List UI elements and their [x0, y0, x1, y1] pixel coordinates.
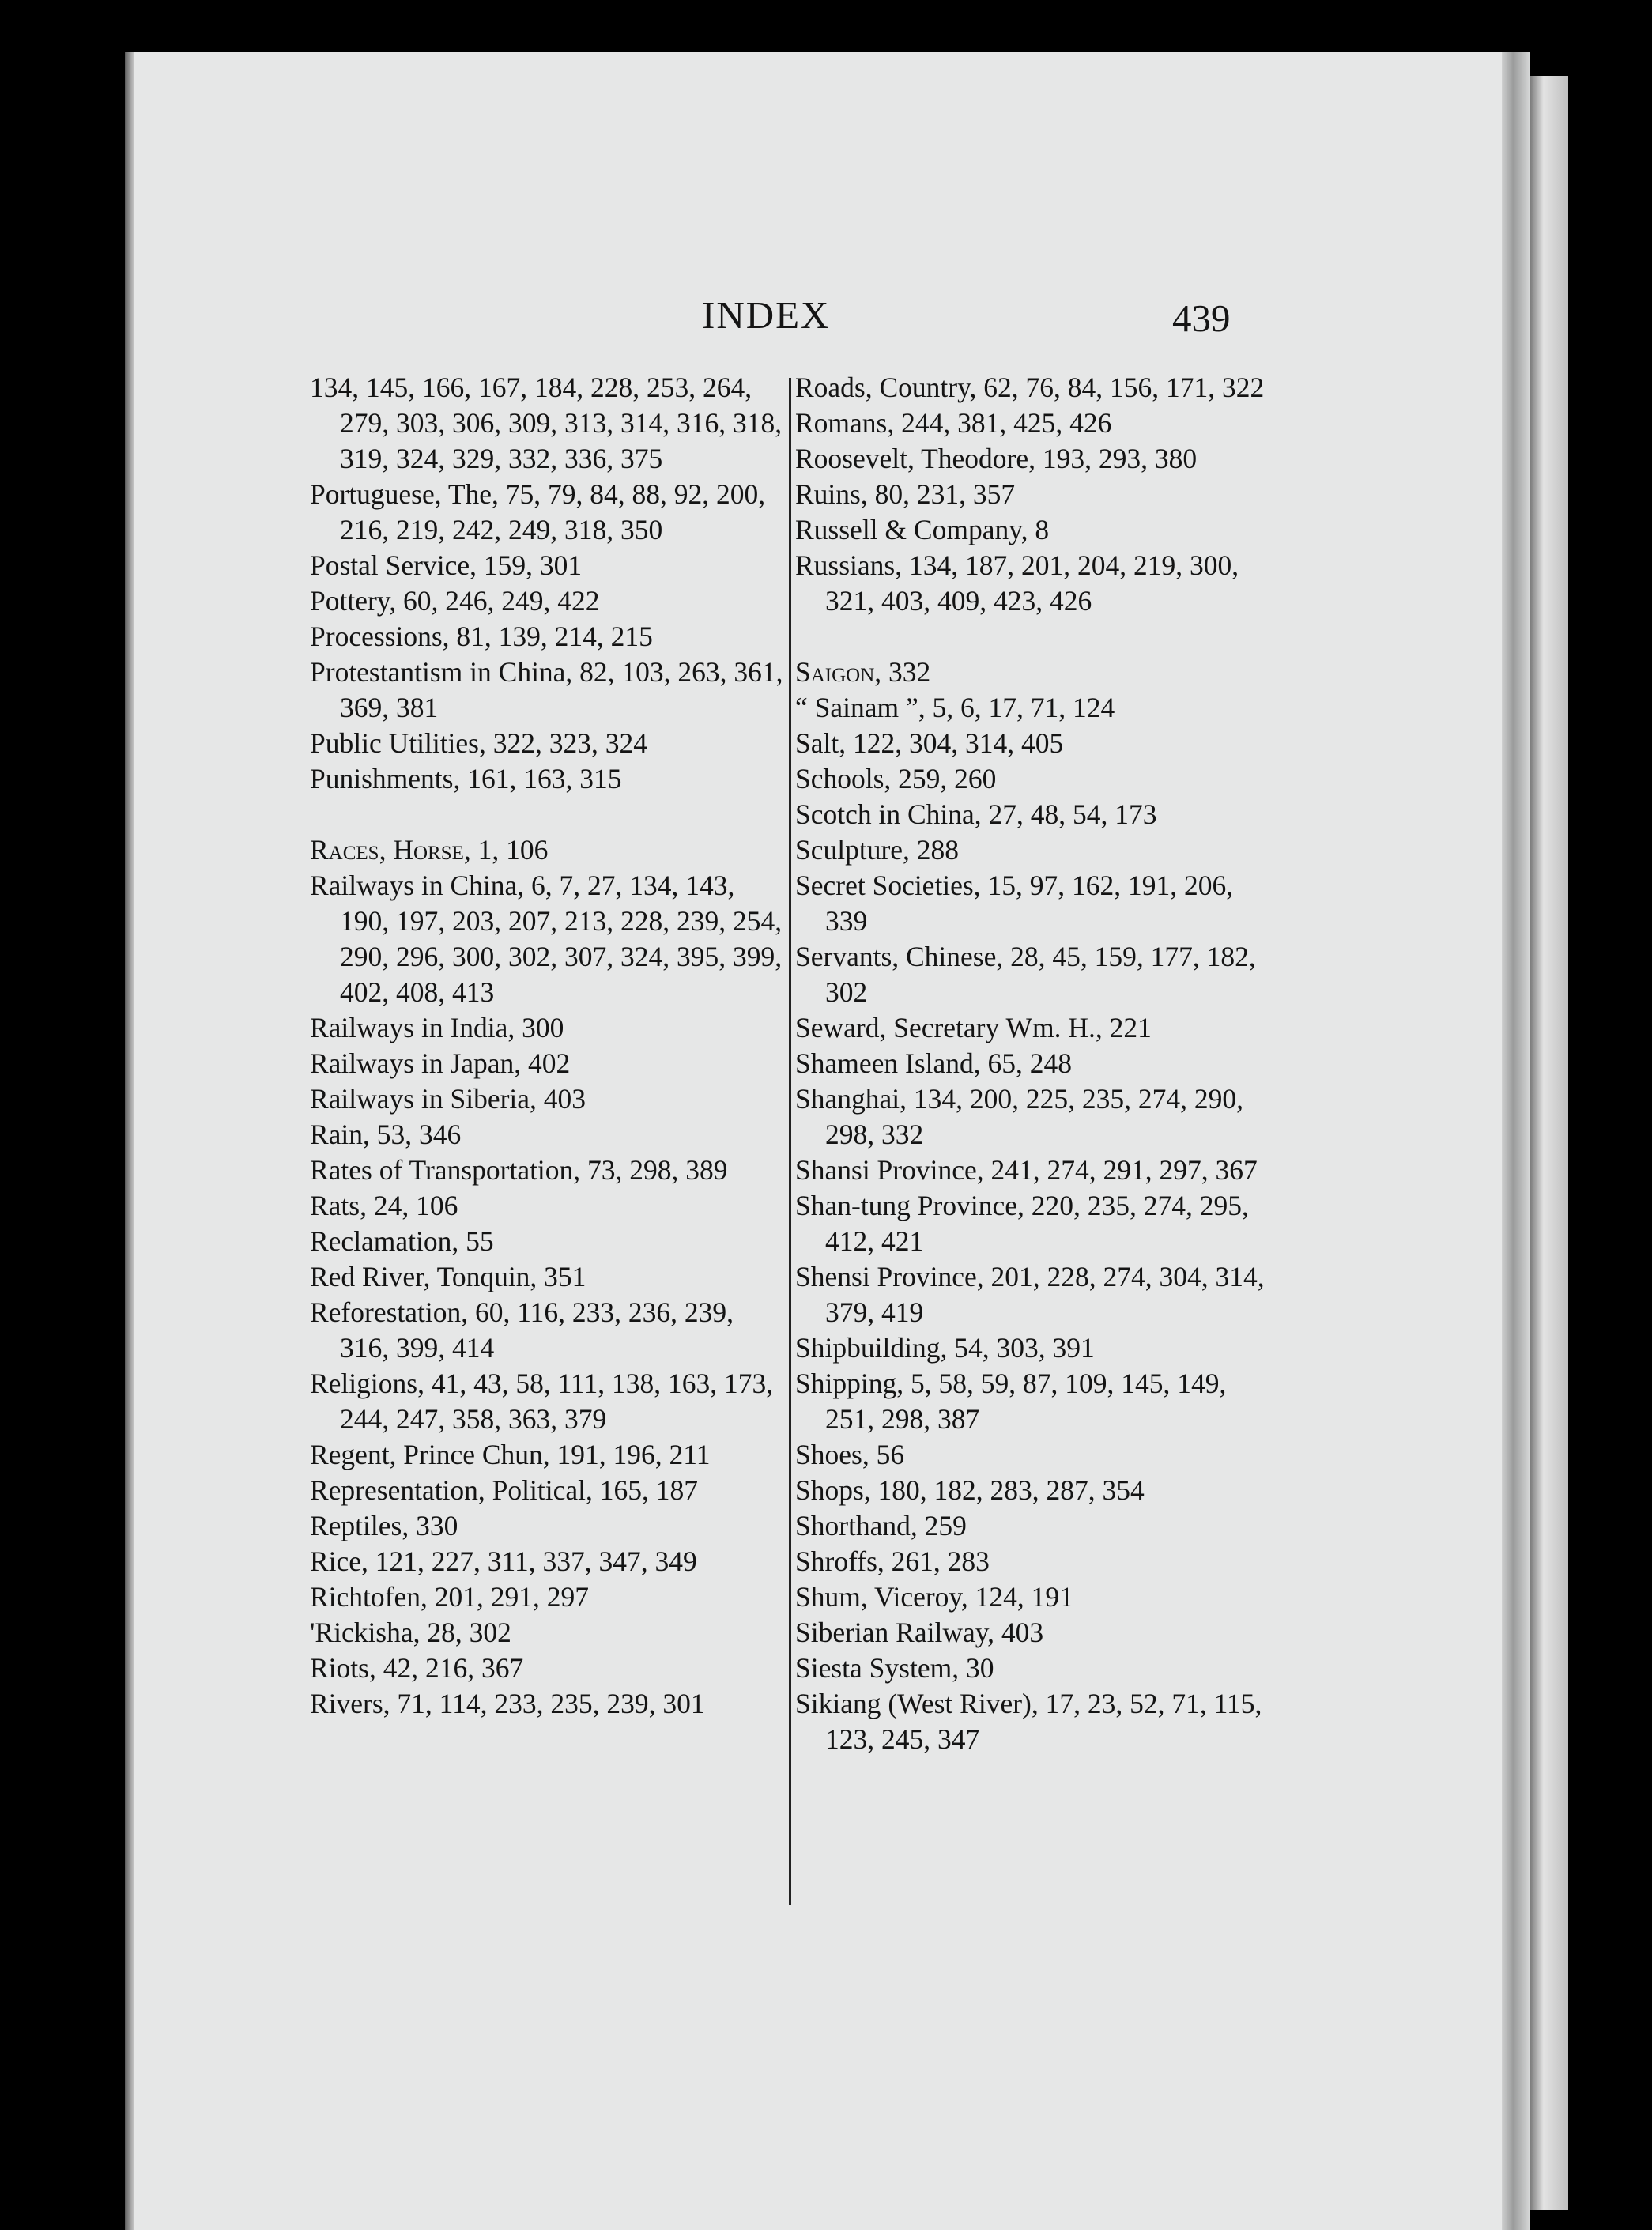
index-entry-text: Rats, 24, 106 — [310, 1190, 458, 1221]
index-entry — [310, 1366, 784, 1437]
index-entry — [310, 477, 784, 548]
index-entry-text: 'Rickisha, 28, 302 — [310, 1617, 511, 1648]
index-entry — [795, 370, 1269, 406]
index-entry-text: Representation, Political, 165, 187 — [310, 1474, 699, 1506]
index-entry-continuation — [310, 370, 784, 477]
index-entry — [310, 726, 784, 761]
index-entry-text: Railways in India, 300 — [310, 1012, 564, 1043]
index-entry-text: Punishments, 161, 163, 315 — [310, 763, 622, 794]
index-entry-heading: Saigon, — [795, 656, 882, 688]
index-column-right — [795, 370, 1269, 1757]
index-entry — [310, 1508, 784, 1544]
index-entry-text: Shan-tung Province, 220, 235, 274, 295, 412, 421 — [795, 1190, 1249, 1257]
index-entry-text: Rivers, 71, 114, 233, 235, 239, 301 — [310, 1688, 705, 1719]
index-entry — [310, 1615, 784, 1651]
index-entry — [795, 1686, 1269, 1757]
index-entry — [310, 1224, 784, 1259]
index-entry — [795, 797, 1269, 832]
index-entry — [310, 619, 784, 655]
index-entry-text: Shensi Province, 201, 228, 274, 304, 314, 379, 419 — [795, 1261, 1265, 1328]
index-entry — [795, 1153, 1269, 1188]
index-entry-text: Postal Service, 159, 301 — [310, 549, 583, 581]
index-entry — [795, 1437, 1269, 1473]
index-entry-text: Rain, 53, 346 — [310, 1119, 462, 1150]
index-entry-text: Pottery, 60, 246, 249, 422 — [310, 585, 600, 617]
index-entry — [795, 1651, 1269, 1686]
index-entry-text: 134, 145, 166, 167, 184, 228, 253, 264, 279, 303, 306, 309, 313, 314, 316, 318, 319, 324, 329, 332, 336, 375 — [310, 372, 783, 474]
index-entry — [795, 1081, 1269, 1153]
index-entry-text: Rice, 121, 227, 311, 337, 347, 349 — [310, 1545, 697, 1577]
index-entry-text: Portuguese, The, 75, 79, 84, 88, 92, 200, 216, 219, 242, 249, 318, 350 — [310, 478, 766, 545]
index-entry-text: Railways in Siberia, 403 — [310, 1083, 586, 1115]
index-entry — [310, 1046, 784, 1081]
index-entry-text: Railways in China, 6, 7, 27, 134, 143, 190, 197, 203, 207, 213, 228, 239, 254, 290, 296, 300, 302, 307, 324, 395, 399, 402, 408, 413 — [310, 870, 783, 1008]
index-entry — [310, 1188, 784, 1224]
index-entry — [795, 1188, 1269, 1259]
index-entry-text: Reclamation, 55 — [310, 1225, 494, 1257]
index-entry-text: Seward, Secretary Wm. H., 221 — [795, 1012, 1152, 1043]
index-entry — [795, 1544, 1269, 1579]
underlying-page-edge — [1530, 76, 1568, 2210]
index-entry — [795, 655, 1269, 690]
index-entry-text: Rates of Transportation, 73, 298, 389 — [310, 1154, 728, 1186]
index-entry-text: Servants, Chinese, 28, 45, 159, 177, 182, 302 — [795, 941, 1256, 1008]
index-entry — [310, 1259, 784, 1295]
index-entry-text: Shipping, 5, 58, 59, 87, 109, 145, 149, 251, 298, 387 — [795, 1368, 1227, 1435]
index-entry-text: Russell & Company, 8 — [795, 514, 1050, 545]
index-entry — [795, 690, 1269, 726]
index-entry-text: Regent, Prince Chun, 191, 196, 211 — [310, 1439, 711, 1470]
index-entry-text: Shorthand, 259 — [795, 1510, 967, 1541]
index-entry-text: Shansi Province, 241, 274, 291, 297, 367 — [795, 1154, 1258, 1186]
index-entry-text: Schools, 259, 260 — [795, 763, 997, 794]
index-entry-text: Sikiang (West River), 17, 23, 52, 71, 115, 123, 245, 347 — [795, 1688, 1262, 1755]
index-entry — [795, 477, 1269, 512]
index-entry — [310, 1579, 784, 1615]
index-entry — [795, 512, 1269, 548]
index-entry-text: Shanghai, 134, 200, 225, 235, 274, 290, 298, 332 — [795, 1083, 1243, 1150]
index-entry-text: “ Sainam ”, 5, 6, 17, 71, 124 — [795, 692, 1115, 723]
index-entry-text: Richtofen, 201, 291, 297 — [310, 1581, 589, 1613]
running-title: INDEX — [702, 293, 831, 337]
index-entry-text: 332 — [881, 656, 931, 688]
index-entry-text: Processions, 81, 139, 214, 215 — [310, 621, 653, 652]
index-entry-text: Riots, 42, 216, 367 — [310, 1652, 524, 1684]
index-entry-text: Roosevelt, Theodore, 193, 293, 380 — [795, 443, 1198, 474]
index-entry-text: Roads, Country, 62, 76, 84, 156, 171, 322 — [795, 372, 1265, 403]
column-divider — [789, 378, 791, 1905]
page-fore-edge — [1502, 52, 1530, 2230]
index-entry-text: Reforestation, 60, 116, 233, 236, 239, 316, 399, 414 — [310, 1296, 734, 1364]
index-entry-text: Russians, 134, 187, 201, 204, 219, 300, 321, 403, 409, 423, 426 — [795, 549, 1239, 617]
index-entry — [310, 1473, 784, 1508]
index-entry-text: 1, 106 — [470, 834, 549, 866]
index-entry — [795, 441, 1269, 477]
index-entry-text: Shoes, 56 — [795, 1439, 905, 1470]
index-entry — [310, 1651, 784, 1686]
index-entry-heading: Races, Horse, — [310, 834, 471, 866]
index-entry — [795, 1366, 1269, 1437]
index-entry — [310, 583, 784, 619]
index-entry — [310, 1544, 784, 1579]
index-entry-text: Red River, Tonquin, 351 — [310, 1261, 586, 1292]
index-entry — [310, 1010, 784, 1046]
index-entry-text: Sculpture, 288 — [795, 834, 960, 866]
index-entry — [310, 1437, 784, 1473]
index-entry — [795, 868, 1269, 939]
page-number: 439 — [1172, 296, 1231, 340]
index-entry-text: Shroffs, 261, 283 — [795, 1545, 990, 1577]
index-entry-text: Secret Societies, 15, 97, 162, 191, 206, 339 — [795, 870, 1234, 937]
index-entry — [795, 1508, 1269, 1544]
index-entry — [795, 761, 1269, 797]
index-entry-text: Scotch in China, 27, 48, 54, 173 — [795, 798, 1157, 830]
index-entry-text: Shameen Island, 65, 248 — [795, 1047, 1073, 1079]
index-entry — [795, 1615, 1269, 1651]
index-entry-text: Shipbuilding, 54, 303, 391 — [795, 1332, 1095, 1364]
index-entry-text: Ruins, 80, 231, 357 — [795, 478, 1016, 510]
index-entry — [310, 1117, 784, 1153]
index-entry — [795, 1473, 1269, 1508]
index-entry — [795, 1010, 1269, 1046]
index-entry — [310, 655, 784, 726]
index-entry — [310, 868, 784, 1010]
index-entry — [795, 1259, 1269, 1330]
index-column-left — [310, 370, 784, 1722]
index-entry-text: Romans, 244, 381, 425, 426 — [795, 407, 1112, 439]
index-entry — [795, 548, 1269, 619]
index-entry-text: Religions, 41, 43, 58, 111, 138, 163, 173, 244, 247, 358, 363, 379 — [310, 1368, 774, 1435]
index-entry — [795, 1330, 1269, 1366]
index-entry-text: Siesta System, 30 — [795, 1652, 994, 1684]
index-entry — [795, 1579, 1269, 1615]
index-entry — [795, 406, 1269, 441]
index-entry-text: Shops, 180, 182, 283, 287, 354 — [795, 1474, 1145, 1506]
index-entry — [310, 761, 784, 797]
index-entry-text: Siberian Railway, 403 — [795, 1617, 1044, 1648]
page-gutter-shadow — [125, 52, 134, 2230]
index-entry — [795, 726, 1269, 761]
index-entry — [310, 1686, 784, 1722]
index-entry — [310, 1295, 784, 1366]
index-entry-text: Railways in Japan, 402 — [310, 1047, 571, 1079]
index-entry — [795, 939, 1269, 1010]
index-entry — [310, 1081, 784, 1117]
index-entry-text: Reptiles, 330 — [310, 1510, 458, 1541]
index-entry — [310, 548, 784, 583]
index-entry-text: Shum, Viceroy, 124, 191 — [795, 1581, 1073, 1613]
index-entry — [795, 1046, 1269, 1081]
index-entry-text: Salt, 122, 304, 314, 405 — [795, 727, 1064, 759]
index-entry — [310, 1153, 784, 1188]
index-entry-text: Protestantism in China, 82, 103, 263, 361, 369, 381 — [310, 656, 783, 723]
index-entry — [795, 832, 1269, 868]
index-entry — [310, 832, 784, 868]
index-entry-text: Public Utilities, 322, 323, 324 — [310, 727, 647, 759]
